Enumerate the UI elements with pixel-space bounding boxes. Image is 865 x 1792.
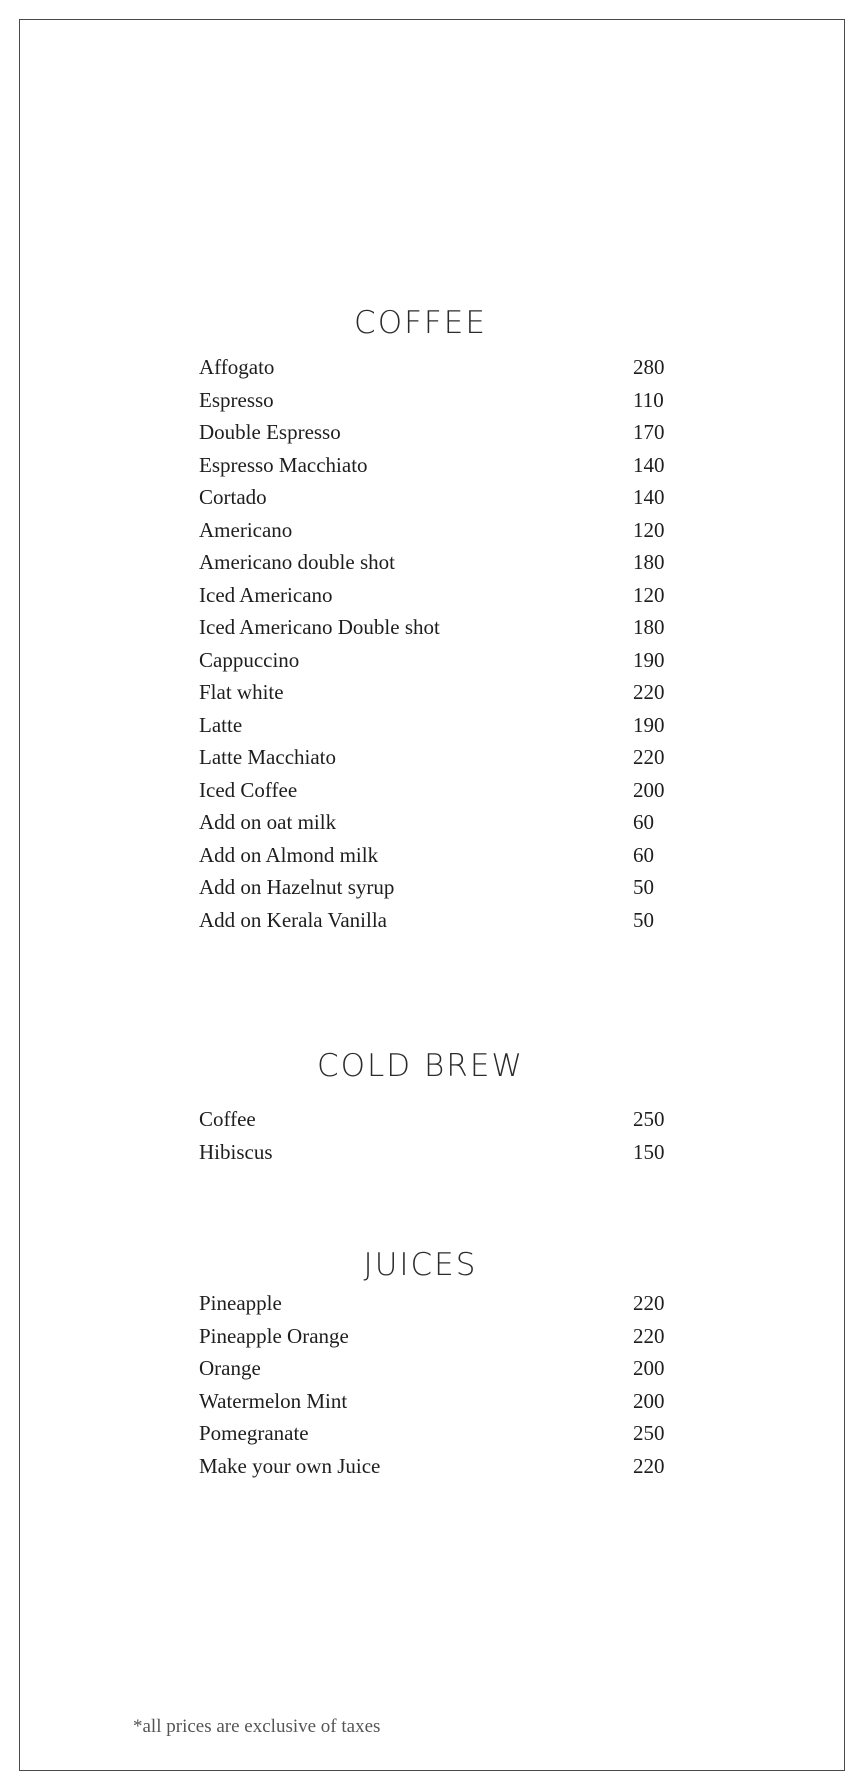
menu-item-price: 140 [633,452,665,477]
menu-item-price: 180 [633,615,665,639]
menu-item-row [199,806,679,839]
section-title-juices: JUICES [363,1247,478,1283]
menu-item-name: Cappuccino [199,647,300,672]
menu-item-price: 50 [633,875,654,899]
menu-item-name: Iced Coffee [199,777,298,802]
menu-item-price: 250 [633,1107,665,1131]
menu-item-price: 120 [633,582,665,607]
menu-item-name: Americano [199,517,293,542]
menu-item-name: Pineapple [199,1291,282,1315]
menu-item-name: Pineapple Orange [199,1323,349,1348]
menu-item-price: 200 [633,777,665,802]
menu-item-price: 220 [633,1453,665,1478]
menu-item-name: Coffee [199,1107,256,1131]
menu-item-name: Add on oat milk [199,810,337,834]
menu-item-row [199,676,679,709]
menu-item-price: 220 [633,745,665,769]
menu-item-name: Orange [199,1356,261,1380]
section-title-coffee: COFFEE [354,305,487,341]
menu-item-name: Latte [199,712,243,737]
menu-item-row [199,1385,679,1418]
menu-item-row [199,514,679,547]
cold-brew-item-list [199,1103,679,1168]
menu-item-price: 190 [633,712,665,737]
menu-item-price: 250 [633,1421,665,1445]
menu-item-name: Pomegranate [199,1421,309,1445]
menu-item-name: Add on Almond milk [199,842,379,867]
menu-item-name: Hibiscus [199,1139,273,1164]
menu-item-price: 140 [633,485,665,509]
menu-item-price: 220 [633,1323,665,1348]
coffee-item-list [199,351,679,936]
menu-item-price: 50 [633,907,654,932]
section-title-cold-brew: COLD BREW [316,1048,525,1084]
menu-item-row [199,1417,679,1450]
menu-item-row [199,1450,679,1483]
menu-item-name: Espresso Macchiato [199,452,368,477]
menu-item-row [199,741,679,774]
menu-item-price: 220 [633,680,665,704]
menu-item-row [199,1103,679,1136]
menu-item-price: 200 [633,1388,665,1413]
juices-item-list [199,1287,679,1482]
menu-item-row [199,774,679,807]
menu-item-name: Make your own Juice [199,1453,381,1478]
menu-item-row [199,579,679,612]
menu-item-row [199,904,679,937]
menu-item-row [199,1287,679,1320]
menu-item-price: 180 [633,550,665,574]
menu-item-name: Americano double shot [199,550,395,574]
menu-item-row [199,1320,679,1353]
menu-item-row [199,351,679,384]
menu-item-name: Watermelon Mint [199,1388,348,1413]
menu-item-row [199,449,679,482]
menu-item-row [199,611,679,644]
menu-item-row [199,644,679,677]
menu-item-price: 60 [633,810,654,834]
menu-item-row [199,1352,679,1385]
menu-item-price: 60 [633,842,654,867]
menu-item-name: Iced Americano [199,582,333,607]
menu-item-name: Cortado [199,485,267,509]
menu-item-price: 110 [633,387,664,412]
menu-item-row [199,481,679,514]
menu-item-price: 150 [633,1139,665,1164]
menu-item-row [199,839,679,872]
menu-item-price: 220 [633,1291,665,1315]
menu-item-row [199,416,679,449]
menu-item-name: Add on Hazelnut syrup [199,875,395,899]
menu-item-name: Espresso [199,387,274,412]
menu-item-row [199,384,679,417]
menu-item-price: 170 [633,420,665,444]
menu-item-row [199,709,679,742]
menu-item-name: Iced Americano Double shot [199,615,440,639]
menu-item-price: 280 [633,355,665,379]
menu-item-name: Flat white [199,680,284,704]
menu-item-name: Affogato [199,355,275,379]
menu-item-row [199,546,679,579]
tax-footnote: *all prices are exclusive of taxes [133,1716,381,1737]
menu-item-name: Latte Macchiato [199,745,337,769]
menu-item-row [199,1136,679,1169]
menu-item-price: 200 [633,1356,665,1380]
menu-item-price: 190 [633,647,665,672]
menu-item-name: Double Espresso [199,420,341,444]
menu-item-row [199,871,679,904]
menu-item-price: 120 [633,517,665,542]
menu-item-name: Add on Kerala Vanilla [199,907,387,932]
